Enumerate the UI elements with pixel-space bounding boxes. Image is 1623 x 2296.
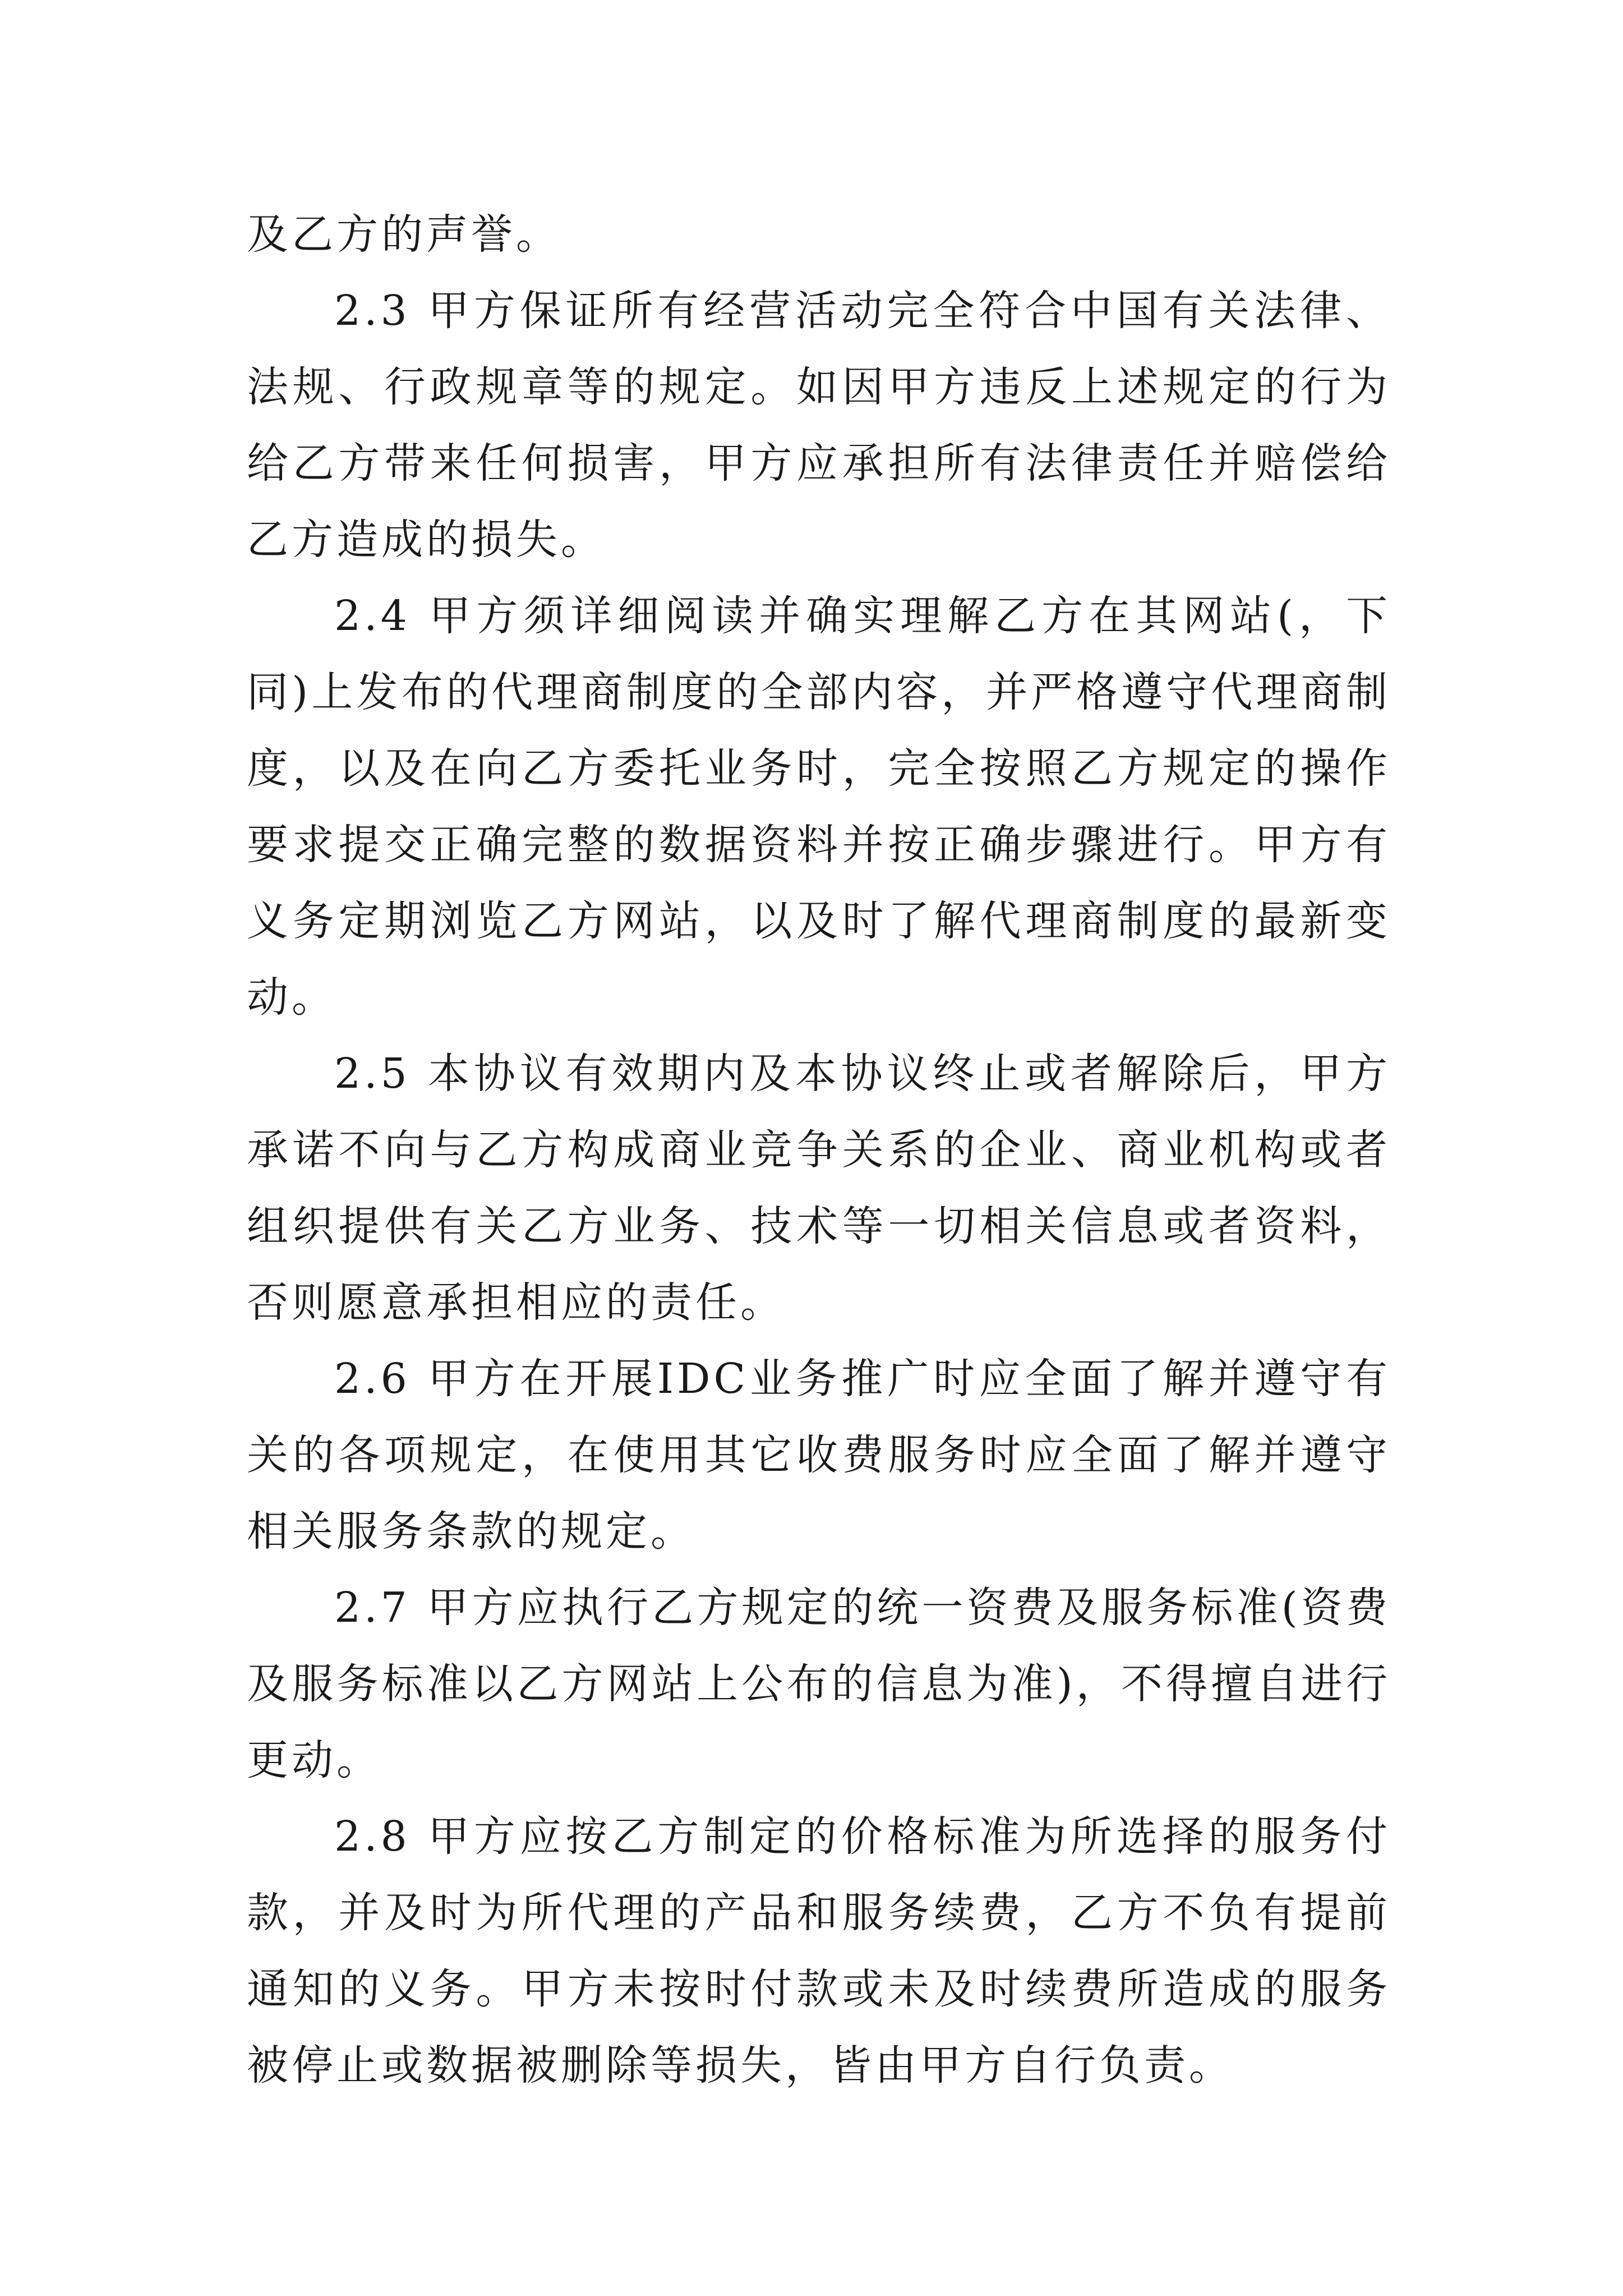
- paragraph-clause-2-6: 2.6 甲方在开展IDC业务推广时应全面了解并遵守有关的各项规定，在使用其它收费服务时应全面了解并遵守相关服务条款的规定。: [247, 1355, 1391, 1556]
- paragraph-clause-2-8: 2.8 甲方应按乙方制定的价格标准为所选择的服务付款，并及时为所代理的产品和服务续费，乙方不负有提前通知的义务。甲方未按时付款或未及时续费所造成的服务被停止或数据被删除等损失，皆由甲方自行负责。: [247, 1812, 1391, 2090]
- paragraph-continuation: 及乙方的声誉。: [247, 210, 561, 259]
- paragraph-clause-2-3: 2.3 甲方保证所有经营活动完全符合中国有关法律、法规、行政规章等的规定。如因甲方违反上述规定的行为给乙方带来任何损害，甲方应承担所有法律责任并赔偿给乙方造成的损失。: [247, 287, 1391, 564]
- paragraph-clause-2-4: 2.4 甲方须详细阅读并确实理解乙方在其网站(，下同)上发布的代理商制度的全部内容，并严格遵守代理商制度，以及在向乙方委托业务时，完全按照乙方规定的操作要求提交正确完整的数据资料并按正确步骤进行。甲方有义务定期浏览乙方网站，以及时了解代理商制度的最新变动。: [247, 592, 1391, 1022]
- paragraph-clause-2-7: 2.7 甲方应执行乙方规定的统一资费及服务标准(资费及服务标准以乙方网站上公布的信息为准)，不得擅自进行更动。: [247, 1584, 1391, 1784]
- paragraph-clause-2-5: 2.5 本协议有效期内及本协议终止或者解除后，甲方承诺不向与乙方构成商业竞争关系的企业、商业机构或者组织提供有关乙方业务、技术等一切相关信息或者资料，否则愿意承担相应的责任。: [247, 1050, 1391, 1327]
- document-body: [247, 196, 1391, 2104]
